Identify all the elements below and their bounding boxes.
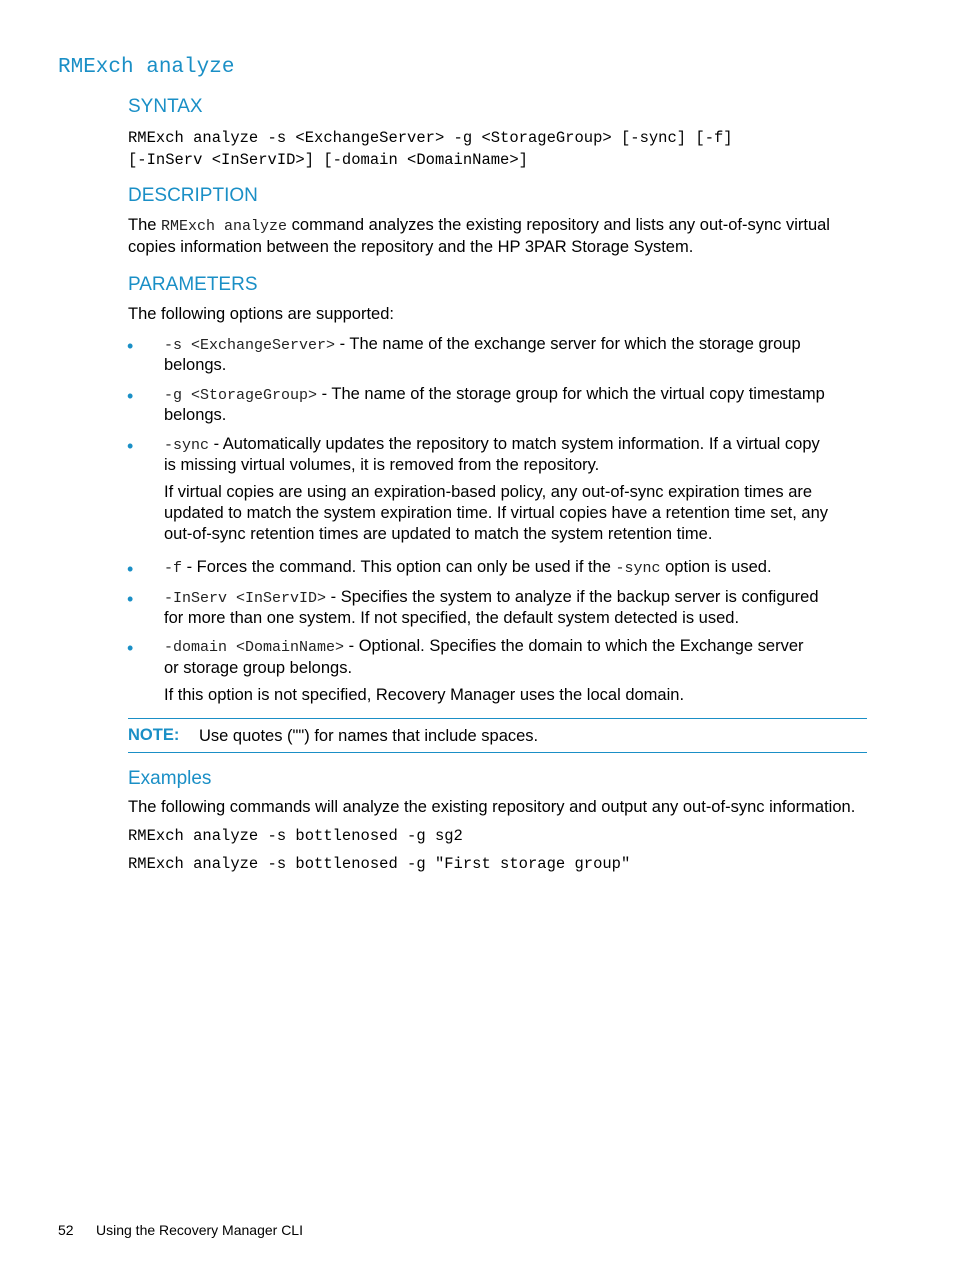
param-item-inserv: -InServ <InServID> - Specifies the system to analyze if the backup server is configured: [164, 588, 819, 607]
bullet-icon: •: [127, 336, 134, 356]
note-label: NOTE:: [128, 726, 180, 744]
param-item-g: -g <StorageGroup> - The name of the storage group for which the virtual copy timestamp: [164, 385, 825, 404]
example-command-1: RMExch analyze -s bottlenosed -g sg2: [128, 827, 463, 845]
note-top-rule: [128, 718, 867, 719]
param-item-f: -f - Forces the command. This option can only be used if the -sync option is used.: [164, 558, 772, 577]
param-item-sync-cont: is missing virtual volumes, it is removed from the repository.: [164, 456, 600, 474]
param-item-domain: -domain <DomainName> - Optional. Specifies the domain to which the Exchange server: [164, 637, 804, 656]
param-item-inserv-cont: for more than one system. If not specified, the default system detected is used.: [164, 609, 740, 627]
bullet-icon: •: [127, 436, 134, 456]
parameters-intro: The following options are supported:: [128, 305, 394, 323]
param-item-sync-para-2: updated to match the system expiration time. If virtual copies have a retention time set, any: [164, 504, 829, 522]
bullet-icon: •: [127, 638, 134, 658]
inline-code: RMExch analyze: [161, 218, 288, 235]
example-command-2: RMExch analyze -s bottlenosed -g "First storage group": [128, 855, 631, 873]
examples-heading: Examples: [128, 768, 212, 789]
bullet-icon: •: [127, 386, 134, 406]
note-bottom-rule: [128, 752, 867, 753]
bullet-icon: •: [127, 589, 134, 609]
param-item-sync: -sync - Automatically updates the repository to match system information. If a virtual copy: [164, 435, 820, 454]
note-text: Use quotes ("") for names that include spaces.: [199, 727, 539, 745]
param-item-domain-para: If this option is not specified, Recovery Manager uses the local domain.: [164, 686, 685, 704]
bullet-icon: •: [127, 559, 134, 579]
param-option: -f: [164, 560, 183, 577]
param-item-sync-para-1: If virtual copies are using an expiration-based policy, any out-of-sync expiration times are: [164, 483, 813, 501]
param-item-g-cont: belongs.: [164, 406, 227, 424]
param-option: -sync: [164, 437, 210, 454]
param-option: -domain <DomainName>: [164, 639, 345, 656]
syntax-heading: SYNTAX: [128, 96, 203, 117]
param-item-domain-cont: or storage group belongs.: [164, 659, 353, 677]
param-item-s-cont: belongs.: [164, 356, 227, 374]
footer-section-title: Using the Recovery Manager CLI: [96, 1222, 303, 1238]
param-option: -g <StorageGroup>: [164, 387, 318, 404]
param-option: -InServ <InServID>: [164, 590, 327, 607]
syntax-line-2: [-InServ <InServID>] [-domain <DomainName>]: [128, 151, 528, 169]
description-line-1: The RMExch analyze command analyzes the existing repository and lists any out-of-sync virtual: [128, 216, 830, 235]
param-item-s: -s <ExchangeServer> - The name of the exchange server for which the storage group: [164, 335, 801, 354]
param-option: -s <ExchangeServer>: [164, 337, 336, 354]
syntax-line-1: RMExch analyze -s <ExchangeServer> -g <StorageGroup> [-sync] [-f]: [128, 129, 733, 147]
description-line-2: copies information between the repository and the HP 3PAR Storage System.: [128, 238, 694, 256]
inline-code: -sync: [615, 560, 661, 577]
examples-intro: The following commands will analyze the existing repository and output any out-of-sync information.: [128, 798, 856, 816]
page-number: 52: [58, 1222, 74, 1238]
parameters-heading: PARAMETERS: [128, 274, 258, 295]
description-heading: DESCRIPTION: [128, 185, 258, 206]
command-title: RMExch analyze: [58, 56, 235, 79]
param-item-sync-para-3: out-of-sync retention times are updated to match the system retention time.: [164, 525, 713, 543]
